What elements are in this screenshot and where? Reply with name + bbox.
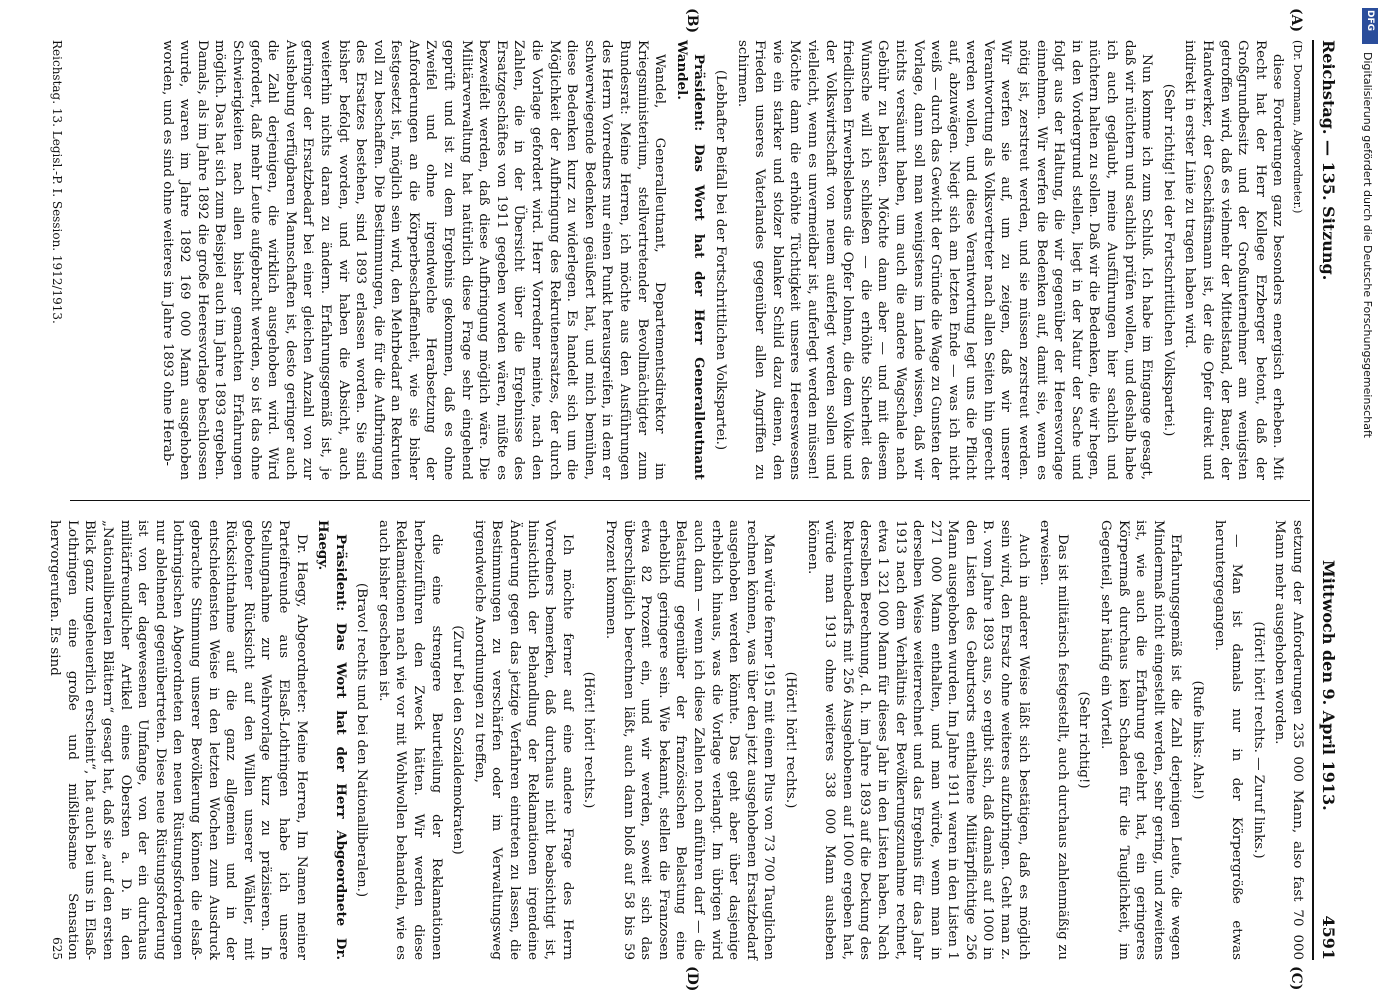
paragraph: Nun komme ich zum Schluß. Ich habe im Eingange gesagt, daß wir nüchtern und sachlich prüfen wollen, und deshalb habe ich auch geglaubt, meine Ausführungen hier sachlich und nüchtern halten zu sollen. Daß wir die Bedenken, die wir hegen, in den Vordergrund stellen, liegt in der Natur der Sache und folgt aus der Haltung, die wir gegenüber der Heeresvorlage einnehmen. Wir werfen die Bedenken auf, damit sie, wenn es nötig ist, zerstreut werden, und sie müssen zerstreut werden. Wir werfen sie auf, um zu zeigen, daß wir unserer Verantwortung als Volksvertreter nach allen Seiten hin gerecht werden wollen, und diese Verantwortung legt uns die Pflicht auf, abzuwägen. Neigt sich am letzten Ende — was ich nicht weiß — durch das Gewicht der Gründe die Wage zu Gunsten der Vorlage, dann soll man wenigstens im Lande wissen, daß wir nichts versäumt haben, um auch die andere Wagschale nach Gebühr zu belasten. Möchte dann aber — und mit diesem Wunsche will ich schließen — die erhöhte Sicherheit des friedlichen Erwerbslebens die Opfer lohnen, die dem Volke und der Volkswirtschaft von neuem auferlegt werden sollen und vielleicht, wenn es unvermeidbar ist, auferlegt werden müssen! Möchte dann die erhöhte Tüchtigkeit unseres Heereswesens wie ein starker und stolzer blanker Schild dazu dienen, den Frieden unseres Vaterlandes gegenüber allen Angriffen zu schirmen. xyxy=(734,40,1155,480)
paragraph: Dr. Haegy, Abgeordneter: Meine Herren, Im Namen meiner Parteifreunde aus Elsaß-Lothringen habe ich unsere Stellungnahme zur Wehrvorlage kurz zu präzisieren. In gebotener Rücksicht auf den Willen unserer Wähler, mit Rücksichtnahme auf die ganz allgemein und in der entschiedensten Weise in den letzten Wochen zum Ausdruck gebrachte Stimmung unserer Bevölkerung können die elsaß-lothringischen Abgeordneten den neuen Rüstungsforderungen nur ablehnend gegenübertreten. Diese neue Rüstungsforderung ist von der dagewesenen Umfange, von der ein durchaus militärfreundlicher Artikel eines Obersten a. D. in den „Nationalliberalen Blättern“ gesagt hat, daß sie „auf den ersten Blick ganz ungeheuerlich erscheint“, hat auch bei uns in Elsaß-Lothringen eine große und mißliebsame Sensation hervorgerufen. Es sind xyxy=(47,520,309,960)
newspaper-page xyxy=(40,8,1340,992)
margin-marker-c: (C) xyxy=(1288,966,1304,991)
margin-marker-a: (A) xyxy=(1288,8,1304,33)
right-column xyxy=(42,520,1306,960)
interjection: (Hört! hört! rechts.) xyxy=(581,671,597,809)
left-column xyxy=(154,40,1306,480)
header-date: Mittwoch den 9. April 1913. xyxy=(1319,560,1338,811)
paragraph: setzung der Anforderungen 235 000 Mann, also fast 70 000 Mann mehr ausgehoben worden. xyxy=(1272,520,1305,960)
running-head: (Dr. Doormann, Abgeordneter.) xyxy=(1291,40,1304,214)
header-session: Reichstag. — 135. Sitzung. xyxy=(1319,40,1338,281)
interjection: (Hört! hört! rechts. — Zuruf links.) xyxy=(1250,621,1266,859)
paragraph: die eine strengere Beurteilung der Reklamationen herbeizuführen den Zweck hätten. Wir werden diese Reklamationen nach wie vor mit Wohlwollen behandeln, wie es auch bisher geschehen ist. xyxy=(375,520,444,960)
paragraph: Ich möchte ferner auf eine andere Frage des Herrn Vorredners bemerken, daß durchaus nicht beabsichtigt ist, hinsichtlich der Behandlung der Reklamationen irgendeine Änderung gegen das jetzige Verfahren eintreten zu lassen, die Bestimmungen zu verschärfen oder im Verwaltungsweg irgendwelche Anordnungen zu treffen, xyxy=(471,520,575,960)
footer-session: Reichstag. 13. Legisl.-P. I. Session. 1912/1913. xyxy=(50,40,64,324)
speaker-announcement: Präsident: Das Wort hat der Herr Generalleutnant Wandel. xyxy=(673,40,708,480)
paragraph: Wandel, Generalleutnant, Departementsdirektor im Kriegsministerium, stellvertretender Bevollmächtigter zum Bundesrat: Meine Herren, ich möchte aus den Ausführungen des Herrn Vorredners nur einen Punkt herausgreifen, in dem er schwerwiegende Bedenken geäußert hat, und mich bemühen, diese Bedenken kurz zu widerlegen. Es handelt sich um die Möglichkeit der Aufbringung des Rekrutenersatzes, der durch die Vorlage gefordert wird. Herr Vorredner meinte, nach den Zahlen, die in der Übersicht über die Ergebnisse des Ersatzgeschäftes von 1911 gegeben worden wären, müßte es bezweifelt werden, daß diese Aufbringung möglich wäre. Die Militärverwaltung hat natürlich diese Frage sehr eingehend geprüft und ist zu dem Ergebnis gekommen, daß es ohne Zweifel und ohne irgendwelche Herabsetzung der Anforderungen an die Körperbeschaffenheit, wie sie bisher festgesetzt ist, möglich sein wird, den Mehrbedarf an Rekruten voll zu beschaffen. Die Bestimmungen, die für die Aufbringung des Ersatzes bestehen, sind 1893 erlassen worden. Sie sind bisher befolgt worden, und wir haben die Absicht, auch weiterhin nichts daran zu ändern. Erfahrungsgemäß ist, je geringer der Ersatzbedarf bei einer gleichen Anzahl von zur Aushebung verfügbaren Mannschaften ist, desto geringer auch die Zahl derjenigen, die wirklich ausgehoben wird. Wird gefordert, daß mehr Leute aufgebracht werden, so ist das ohne Schwierigkeiten nach allen bisher gemachten Erfahrungen möglich. Das hat sich zum Beispiel auch im Jahre 1893 ergeben. Damals, als im Jahre 1892 die große Heeresvorlage beschlossen wurde, waren im Jahre 1892 169 000 Mann ausgehoben worden, und es sind ohne weiteres im Jahre 1893 ohne Herab- xyxy=(159,40,668,480)
paragraph: Auch in anderer Weise läßt sich bestätigen, daß es möglich sein wird, den Ersatz ohne weiteres aufzubringen. Geht man z. B. vom Jahre 1893 aus, so ergibt sich, daß damals auf 1000 in den Listen des Geburtsorts enthaltene Militärpflichtige 256 Mann ausgehoben wurden. Im Jahre 1911 waren in den Listen 1 271 000 Mann enthalten, und man würde, wenn man in derselben Weise weiterrechnet und das Ergebnis für das Jahr 1913 nach dem Verhältnis der Bevölkerungszunahme rechnet, etwa 1 321 000 Mann für dieses Jahr in den Listen haben. Nach derselben Berechnung, d. h. im Jahre 1893 auf die Deckung des Rekrutenbedarfs mit 256 Ausgehobenen auf 1000 ergeben hat, würde man 1913 ohne weiteres 338 000 Mann ausheben können. xyxy=(804,520,1031,960)
page-number: 4591 xyxy=(1319,915,1338,960)
paragraph: Erfahrungsgemäß ist die Zahl derjenigen Leute, die wegen Mindermaß nicht eingestellt werden, sehr gering, und zweitens ist, wie auch die Erfahrung gelehrt hat, ein geringeres Körpermaß durchaus kein Schaden für die Tauglichkeit, im Gegenteil, sehr häufig ein Vorteil. xyxy=(1098,520,1184,960)
interjection: (Sehr richtig! bei der Fortschrittlichen Volkspartei.) xyxy=(1160,83,1176,437)
speaker-announcement: Präsident: Das Wort hat der Herr Abgeordnete Dr. Haegy. xyxy=(315,520,349,960)
digitization-credit-text: Digitalisierung gefördert durch die Deutsche Forschungsgemeinschaft xyxy=(1361,52,1374,438)
dfg-logo-text: DFG xyxy=(1365,10,1375,32)
paragraph: diese Forderungen ganz besonders energisch erheben. Mit Recht hat der Herr Kollege Erzberger betont, daß der Großgrundbesitz und der Großunternehmer am wenigsten getroffen wird, daß es vielmehr der Mittelstand, der Bauer, der Handwerker, der Geschäftsmann ist, der die Opfer direkt und indirekt in erster Linie zu tragen haben wird. xyxy=(1182,40,1286,480)
interjection: (Rufe links: Aha!) xyxy=(1190,680,1206,800)
margin-marker-b: (B) xyxy=(684,8,700,34)
interjection: (Zuruf bei den Sozialdemokraten) xyxy=(450,625,466,855)
paragraph: Man würde ferner 1915 mit einem Plus von 73 700 Tauglichen rechnen können, was über den jetzt ausgehobenen Ersatzbedarf ausgehoben werden könnte. Das geht aber über dasjenige erheblich hinaus, was die Vorlage verlangt. Im übrigen wird auch dann — wenn ich diese Zahlen noch anführen darf — die Belastung gegenüber der französischen Belastung eine erheblich geringere sein. Wie bekannt, stellen die Franzosen etwa 82 Prozent ein, und wir werden, soweit sich das überschläglich berechnen läßt, auch dann bloß auf 58 bis 59 Prozent kommen. xyxy=(603,520,777,960)
column-divider xyxy=(70,500,1310,501)
footer-signature: 625 xyxy=(50,937,64,960)
paragraph: — Man ist damals nur in der Körpergröße etwas heruntergegangen. xyxy=(1211,520,1245,960)
interjection: (Hört! hört! rechts.) xyxy=(782,671,798,809)
margin-marker-d: (D) xyxy=(684,966,700,992)
interjection: (Sehr richtig!) xyxy=(1076,691,1092,789)
digitization-credit xyxy=(1358,52,1378,652)
dfg-logo xyxy=(1362,8,1378,44)
interjection: (Lebhafter Beifall bei der Fortschrittlichen Volkspartei.) xyxy=(713,69,728,451)
page-header xyxy=(1312,40,1340,960)
paragraph: Das ist militärisch festgestellt, auch durchaus zahlenmäßig zu erweisen. xyxy=(1037,520,1070,960)
interjection: (Bravo! rechts und bei den Nationalliberalen.) xyxy=(354,582,370,898)
